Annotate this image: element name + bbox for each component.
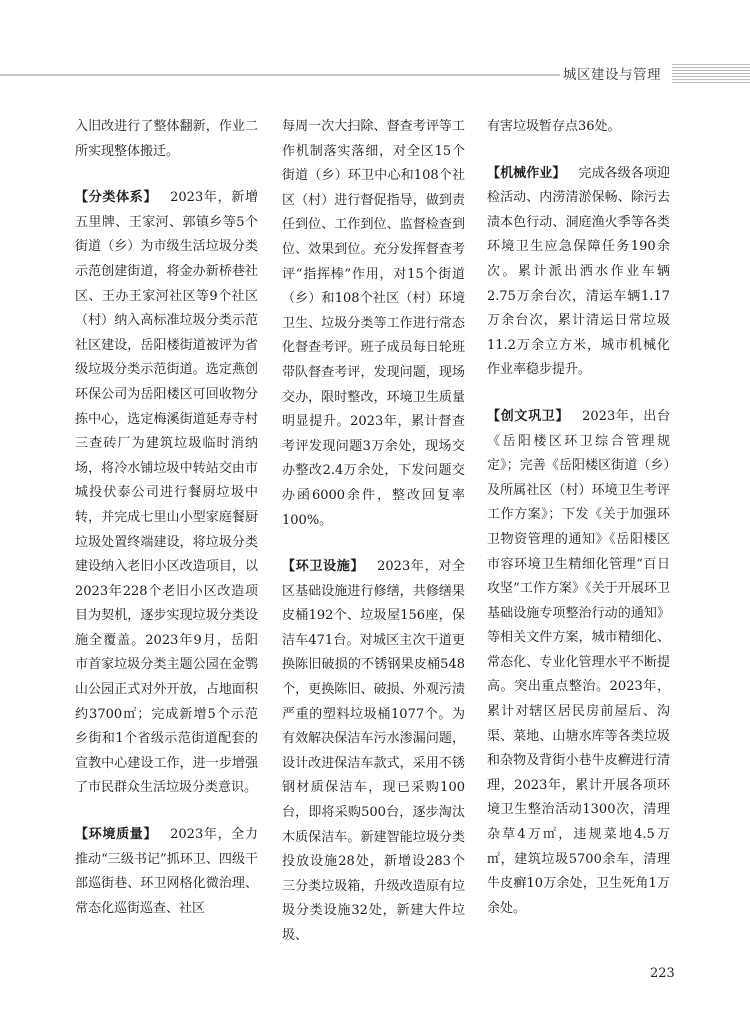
page-number: 223	[650, 966, 675, 981]
header-stripes	[672, 64, 750, 84]
paragraph-text: 2023年，出台《岳阳楼区环卫综合管理规定》；完善《岳阳楼区街道（乡）及所属社区（村）环境卫生考评工作方案》；下发《关于加强环卫物资管理的通知》《岳阳楼区市容环境卫生精细化管理“百日攻坚”工作方案》《关于开展环卫基础设施专项整治行动的通知》等相关文件方案，城市精细化、常态化、专业化管理水平不断提高。突出重点整治。2023年，累计对辖区居民房前屋后、沟渠、菜地、山塘水库等各类垃圾和杂物及背街小巷牛皮癣进行清理，2023年，累计开展各项环境卫生整治活动1300次，清理杂草4万㎡，违规菜地4.5万㎡，建筑垃圾5700余车，清理牛皮癣10万余处，卫生死角1万余处。	[487, 408, 670, 916]
paragraph	[75, 186, 258, 801]
header-rule	[0, 74, 560, 76]
section-title: 城区建设与管理	[563, 67, 661, 83]
paragraph	[487, 405, 670, 921]
section-keyword: 【环境质量】	[75, 827, 158, 843]
paragraph-text: 有害垃圾暂存点36处。	[487, 119, 621, 134]
text-column-3	[487, 115, 670, 943]
section-keyword: 【环卫设施】	[282, 559, 365, 575]
paragraph-text: 入旧改进行了整体翻新，作业二所实现整体搬迁。	[75, 119, 258, 159]
text-column-1	[75, 115, 258, 943]
paragraph-text: 2023年，全力推动“三级书记”抓环卫、四级干部巡街巷、环卫网格化微治理、常态化巡街巡查、社区	[75, 827, 258, 916]
section-keyword: 【分类体系】	[75, 190, 158, 206]
paragraph-text: 2023年，新增五里牌、王家河、郭镇乡等5个街道（乡）为市级生活垃圾分类示范创建街道，将金办新桥巷社区、王办王家河社区等9个社区（村）纳入高标准垃圾分类示范社区建设，岳阳楼街道被评为省级垃圾分类示范街道。选定燕创环保公司为岳阳楼区可回收物分拣中心，选定梅溪街道延寿寺村三查砖厂为建筑垃圾临时消纳场，将冷水铺垃圾中转站交由市城投伏泰公司进行餐厨垃圾中转，并完成七里山小型家庭餐厨垃圾处置终端建设，将垃圾分类建设纳入老旧小区改造项目，以2023年228个老旧小区改造项目为契机，逐步实现垃圾分类设施全覆盖。2023年9月，岳阳市首家垃圾分类主题公园在金鹗山公园正式对外开放，占地面积约3700㎡；完成新增5个示范乡街和1个省级示范街道配套的宣教中心建设工作，进一步增强了市民群众生活垃圾分类意识。	[75, 190, 258, 796]
paragraph	[75, 115, 258, 164]
paragraph	[282, 555, 465, 949]
paragraph-text: 2023年，对全区基础设施进行修缮，共修缮果皮桶192个、垃圾屋156座，保洁车471台。对城区主次干道更换陈旧破损的不锈钢果皮桶548个，更换陈旧、破损、外观污渍严重的塑料垃圾桶1077个。为有效解决保洁车污水渗漏问题，设计改进保洁车款式，采用不锈钢材质保洁车，现已采购100台，即将采购500台，逐步淘汰木质保洁车。新建智能垃圾分类投放设施28处，新增设283个三分类垃圾箱，升级改造原有垃圾分类设施32处，新建大件垃圾、	[282, 559, 465, 943]
paragraph	[282, 115, 465, 533]
section-keyword: 【创文巩卫】	[487, 408, 570, 424]
section-keyword: 【机械作业】	[487, 165, 566, 181]
text-column-2	[282, 115, 465, 971]
paragraph	[487, 162, 670, 383]
paragraph	[487, 115, 670, 140]
paragraph	[75, 823, 258, 921]
paragraph-text: 每周一次大扫除、督查考评等工作机制落实落细，对全区15个街道（乡）环卫中心和108个社区（村）进行督促指导，做到责任到位、工作到位、监督检查到位、效果到位。充分发挥督查考评“指挥棒”作用，对15个街道（乡）和108个社区（村）环境卫生、垃圾分类等工作进行常态化督查考评。班子成员每日轮班带队督查考评，发现问题，现场交办，限时整改，环境卫生质量明显提升。2023年，累计督查考评发现问题3万余处，现场交办整改2.4万余处，下发问题交办函6000余件，整改回复率100%。	[282, 119, 465, 528]
paragraph-text: 完成各级各项迎检活动、内涝清淤保畅、除污去渍本色行动、洞庭渔火季等各类环境卫生应急保障任务190余次。累计派出洒水作业车辆2.75万余台次，清运车辆1.17万余台次，累计清运日常垃圾11.2万余立方米，城市机械化作业率稳步提升。	[487, 165, 670, 378]
